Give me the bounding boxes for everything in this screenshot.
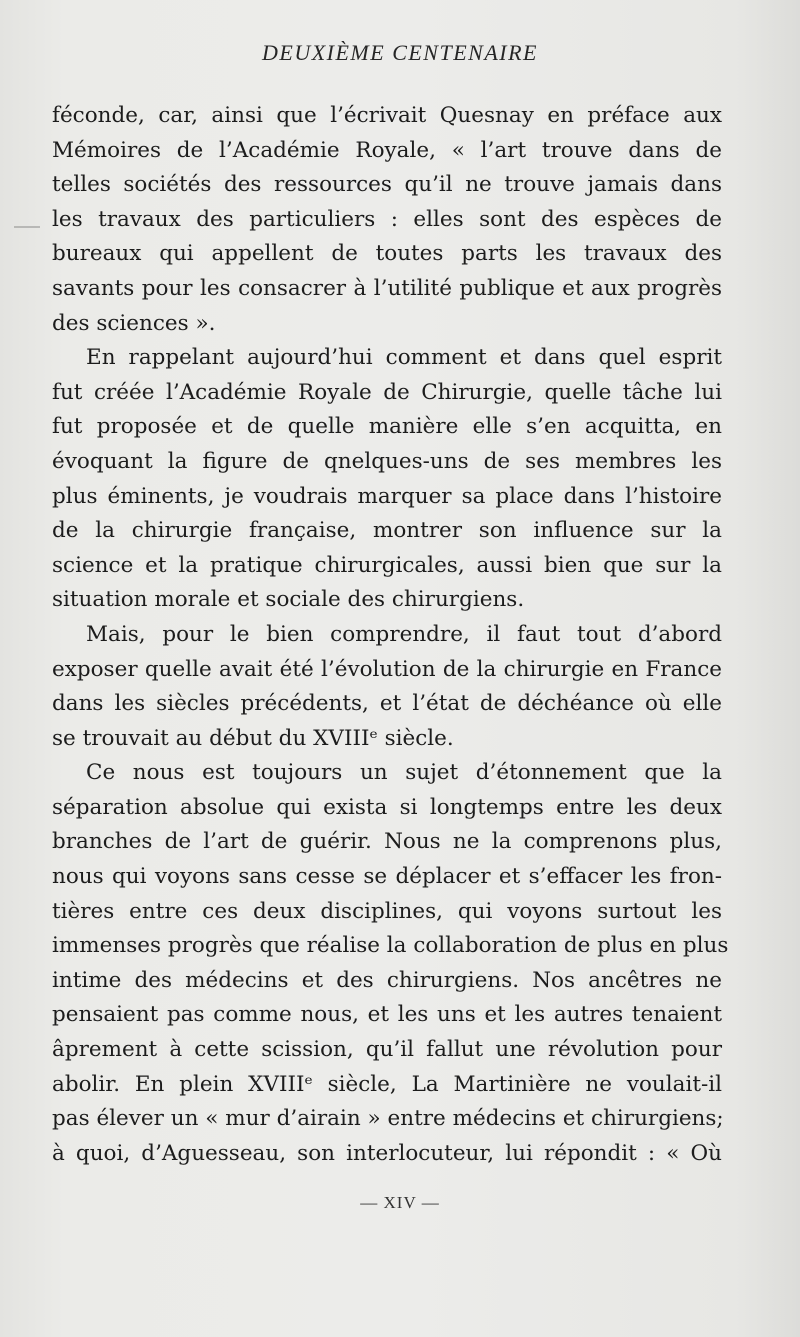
text-line: pas élever un « mur d’airain » entre médecins et chirurgiens; [52, 1106, 724, 1132]
text-line: exposer quelle avait été l’évolution de la chirurgie en France [52, 656, 722, 682]
paragraph-start-line: En rappelant aujourd’hui comment et dans quel esprit [86, 345, 722, 371]
margin-mark [14, 226, 40, 228]
text-line: telles sociétés des ressources qu’il ne trouve jamais dans [52, 172, 722, 198]
text-line: pensaient pas comme nous, et les uns et les autres tenaient [52, 1002, 722, 1028]
text-line: évoquant la figure de qnelques-uns de ses membres les [52, 448, 722, 474]
text-line: fut proposée et de quelle manière elle s’en acquitta, en [52, 414, 722, 440]
page-number: — XIV — [360, 1193, 440, 1212]
text-line: âprement à cette scission, qu’il fallut une révolution pour [52, 1037, 722, 1063]
running-header: DEUXIÈME CENTENAIRE [262, 40, 538, 65]
text-line: à quoi, d’Aguesseau, son interlocuteur, lui répondit : « Où [52, 1140, 722, 1166]
text-line: se trouvait au début du XVIIIᵉ siècle. [52, 725, 454, 751]
text-line: féconde, car, ainsi que l’écrivait Quesnay en préface aux [52, 103, 722, 128]
text-line: de la chirurgie française, montrer son influence sur la [52, 518, 722, 544]
text-line: tières entre ces deux disciplines, qui voyons surtout les [52, 898, 722, 924]
paragraph-start-line: Ce nous est toujours un sujet d’étonnement que la [86, 760, 722, 786]
paragraph-start-line: Mais, pour le bien comprendre, il faut tout d’abord [86, 621, 722, 647]
text-line: séparation absolue qui exista si longtemps entre les deux [52, 794, 722, 820]
text-line: intime des médecins et des chirurgiens. Nos ancêtres ne [52, 967, 722, 993]
text-line: immenses progrès que réalise la collaboration de plus en plus [52, 933, 729, 959]
text-line: nous qui voyons sans cesse se déplacer et s’effacer les fron- [52, 864, 722, 890]
text-line: des sciences ». [52, 310, 216, 336]
text-line: savants pour les consacrer à l’utilité publique et aux progrès [52, 275, 722, 301]
text-line: science et la pratique chirurgicales, aussi bien que sur la [52, 552, 722, 578]
text-line: bureaux qui appellent de toutes parts les travaux des [52, 241, 722, 267]
text-line: les travaux des particuliers : elles sont des espèces de [52, 206, 722, 232]
text-line: dans les siècles précédents, et l’état de déchéance où elle [52, 691, 722, 717]
text-line: Mémoires de l’Académie Royale, « l’art trouve dans de [52, 137, 722, 163]
text-line: plus éminents, je voudrais marquer sa place dans l’histoire [52, 483, 722, 509]
text-line: situation morale et sociale des chirurgiens. [52, 587, 525, 613]
body-text [52, 99, 729, 1171]
text-line: branches de l’art de guérir. Nous ne la comprenons plus, [52, 829, 722, 855]
text-line: abolir. En plein XVIIIᵉ siècle, La Martinière ne voulait-il [52, 1071, 722, 1097]
text-line: fut créée l’Académie Royale de Chirurgie, quelle tâche lui [52, 379, 722, 405]
